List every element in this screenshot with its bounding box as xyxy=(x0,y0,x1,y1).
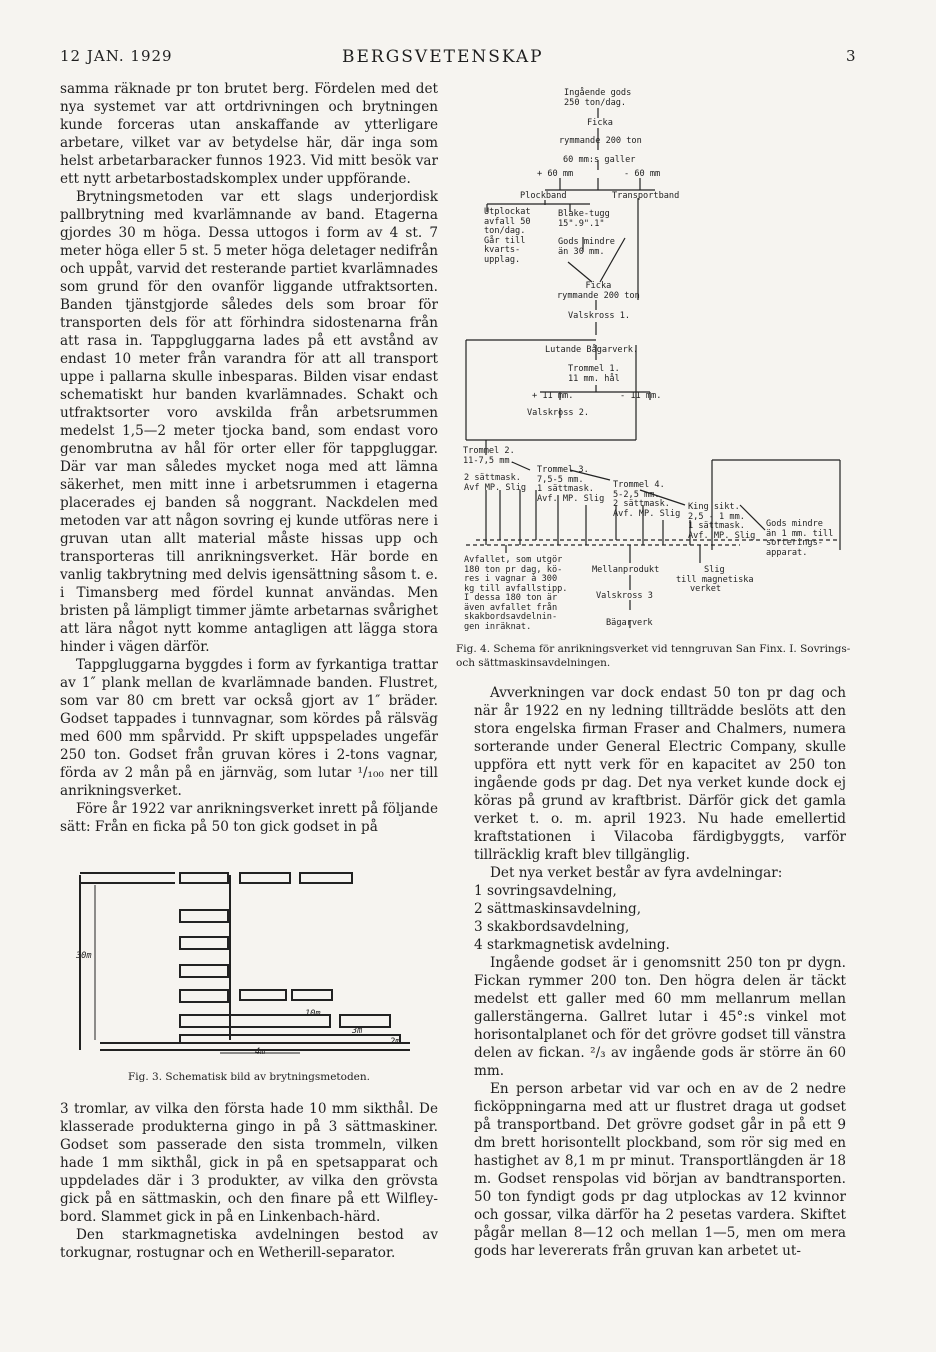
fig3-band xyxy=(240,990,286,1000)
fig4-valskross3: Valskross 3 xyxy=(596,591,653,601)
paragraph: Tappgluggarna byggdes i form av fyrkantiga trattar av 1″ plank mellan de kvarlämnade banden. Flustret, som var 80 cm brett var också gjort av 1″ bräder. Godset tappades i tunnvagnar, som kördes på rälsväg med 600 mm spårvidd. Pr skift uppspelades ungefär 250 ton. Godset från gruvan köres i 2-tons vagnar, förda av 2 mån på en järnväg, som lutar ¹/₁₀₀ ner till anrikningsverket. xyxy=(60,657,438,799)
fig3-band xyxy=(300,873,352,883)
fig4-sattmask2: 2 sättmask. Avf MP. Slig xyxy=(464,473,527,493)
fig4-plus11: + 11 mm. xyxy=(532,391,574,401)
list-item: 2 sättmaskinsavdelning, xyxy=(474,901,642,917)
page-number: 3 xyxy=(846,47,857,65)
fig3-band xyxy=(180,873,228,883)
journal-title: BERGSVETENSKAP xyxy=(342,47,544,67)
fig4-ficka2: Ficka rymmande 200 ton xyxy=(557,281,640,301)
fig4-caption: Fig. 4. Schema för anrikningsverket vid tenngruvan San Finx. I. Sovrings- och sättmaskinsavdelningen. xyxy=(456,643,851,669)
fig4-avfallet: Avfallet, som utgör 180 ton pr dag, kö- res i vagnar à 300 kg till avfallstipp. I dessa 180 ton är även avfallet från skakbordsavdelnin- gen inräknat. xyxy=(464,555,568,632)
paragraph: samma räknade pr ton brutet berg. Fördelen med det nya systemet var att ortdrivningen och brytningen kunde forceras utan anskaffande av ytterligare arbetare, vilket var av betydelse här, där inga som helst arbetarbaracker funnos 1923. Vid mitt besök var ett nytt arbetarbostadskomplex under uppförande. xyxy=(60,81,438,187)
list-item: 1 sovringsavdelning, xyxy=(474,883,617,899)
fig3-label-10m: 10m xyxy=(305,1009,321,1019)
fig4-trommel4: Trommel 4. 5-2,5 mm. 2 sättmask. Avf. MP. Slig xyxy=(613,480,681,519)
fig4-minus11: - 11 mm. xyxy=(620,391,662,401)
fig3-label-30m: 30m xyxy=(76,951,92,961)
paragraph: Den starkmagnetiska avdelningen bestod av torkugnar, rostugnar och en Wetherill-separator. xyxy=(60,1227,438,1261)
fig4-king: King sikt. 2,5 - 1 mm. 1 sättmask. Avf. MP. Slig xyxy=(688,502,756,541)
fig4-ingaende: Ingående gods xyxy=(564,88,632,98)
fig4-slig: Slig till magnetiska verket xyxy=(676,565,754,594)
fig3-band xyxy=(180,1035,400,1043)
paragraph: 3 tromlar, av vilka den första hade 10 mm sikthål. De klasserade produkterna gingo in på 3 sättmaskiner. Godset som passerade den sista trommeln, vilken hade 1 mm sikthål, gick in på en spetsapparat och uppdelades där i 3 produkter, av vilka den grövsta gick på en sättmaskin, och den finare på ett Wilfley-bord. Slammet gick in på en Linkenbach-härd. xyxy=(60,1101,438,1225)
paragraph: Före år 1922 var anrikningsverket inrett på följande sätt: Från en ficka på 50 ton gick godset in på xyxy=(60,801,438,835)
right-column xyxy=(474,684,846,1260)
fig4-blake: Blake-tugg 15".9".1" xyxy=(558,209,610,229)
fig4-bagarverk: Bägarverk xyxy=(606,618,653,628)
fig3-band xyxy=(292,990,332,1000)
fig4-gods-mindre: Gods mindre än 30 mm. xyxy=(558,237,615,257)
fig3-caption: Fig. 3. Schematisk bild av brytningsmetoden. xyxy=(128,1071,370,1083)
fig4-utplockat: Utplockat avfall 50 ton/dag. Går till kvarts- upplag. xyxy=(484,207,531,265)
paragraph: Avverkningen var dock endast 50 ton pr dag och när år 1922 en ny ledning tillträdde beslöts att den stora engelska firman Fraser and Chalmers, numera sorterande under General Electric Company, skulle uppföra ett nytt verk för en kapacitet av 250 ton ingående gods pr dag. Det nya verket kunde dock ej köras på grund av kraftbrist. Därför gick det gamla verket t. o. m. april 1923. Nu hade emellertid kraftstationen i Vilacoba färdigbyggts, varför tillräcklig kraft blev tillgänglig. xyxy=(474,685,846,863)
fig3-band xyxy=(340,1015,390,1027)
fig3-band xyxy=(180,910,228,922)
fig4-ingaende-rate: 250 ton/dag. xyxy=(564,98,627,108)
paragraph: Brytningsmetoden var ett slags underjordisk pallbrytning med kvarlämnande av band. Etagerna gjordes 30 m höga. Dessa uttogos i form av 4 st. 7 meter höga eller 5 st. 5 meter höga deletager nedifrån och uppåt, varvid det resterande partiet kvarlämnades som grund för den ovanför liggande utfraktsorten. Banden tjänstgjorde således dels som broar för transporten dels för att förhindra sidostenarna från att rasa in. Tappgluggarna lades på ett avstånd av endast 10 meter från varandra för att all transport uppe i pallarna skulle inbesparas. Bilden visar endast schematiskt hur banden kvarlämnades. Schakt och utfraktsorter voro avskilda från arbetsrummen medelst 1,5—2 meter tjocka band, som endast voro genombrutna av hål för orter eller för tappgluggar. Där var man således mycket noga med att lämna säkerhet, men mitt inne i arbetsrummen i etagerna placerades ej banden så noggrant. Nackdelen med metoden var att någon sovring ej kunde utföras nere i gruvan utan allt material måste hissas upp och transporteras till anrikningsverket. Här borde en vanlig takbrytning med delvis igensättning såsom t. e. i Timansberg med fördel kunnat användas. Men bristen på lämpligt timmer jämte arbetarnas svårighet att lära något nytt komme antagligen att lägga stora hinder i vägen därför. xyxy=(60,189,438,655)
header-date: 12 JAN. 1929 xyxy=(60,47,173,65)
fig4-transportband: Transportband xyxy=(612,191,680,201)
left-column-bottom xyxy=(60,1100,438,1262)
fig3-label-3m: 3m xyxy=(352,1026,363,1036)
fig4-rymmande: rymmande 200 ton xyxy=(559,136,642,146)
paragraph: Ingående godset är i genomsnitt 250 ton pr dygn. Fickan rymmer 200 ton. Den högra delen är täckt medelst ett galler med 60 mm mellanrum mellan gallerstängerna. Gallret lutar i 45°:s vinkel mot horisontalplanet och för det grövre godset till vänstra delen av fickan. ²/₃ av ingående gods är större än 60 mm. xyxy=(474,955,846,1079)
fig4-minus60: - 60 mm xyxy=(624,169,661,179)
fig3-band xyxy=(180,937,228,949)
left-column-top xyxy=(60,80,438,836)
list-item: 4 starkmagnetisk avdelning. xyxy=(474,937,670,953)
paragraph: En person arbetar vid var och en av de 2 nedre ficköppningarna med att ur flustret draga ut godset på transportband. Det grövre godset går in på ett 9 dm brett horisontellt plockband, som rör sig med en hastighet av 8,1 m pr minut. Transportlängden är 18 m. Godset renspolas vid början av bandtransporten. 50 ton fyndigt gods pr dag utplockas av 12 kvinnor och gossar, vilka därför ha 2 pesetas vardera. Skiftet pågår mellan 8—12 och mellan 1—5, men om mera gods har levererats från gruvan kan arbetet ut- xyxy=(474,1081,846,1259)
department-list xyxy=(474,882,846,954)
fig4-lutande: Lutande Bågarverk. xyxy=(545,345,639,355)
fig4-plus60: + 60 mm xyxy=(537,169,574,179)
list-item: 3 skakbordsavdelning, xyxy=(474,919,630,935)
fig4-plockband: Plockband xyxy=(520,191,567,201)
fig4-valskross2: Valskross 2. xyxy=(527,408,590,418)
fig4-trommel2: Trommel 2. 11-7,5 mm. xyxy=(463,446,515,466)
fig3-band xyxy=(240,873,290,883)
paragraph: Det nya verket består av fyra avdelningar: xyxy=(490,865,783,881)
fig3-band xyxy=(180,965,228,977)
fig4-trommel1: Trommel 1. 11 mm. hål xyxy=(568,364,620,384)
fig4-gods-mindre-1: Gods mindre än 1 mm. till sorterings- apparat. xyxy=(766,519,834,558)
fig3-band xyxy=(180,990,228,1002)
fig4-ficka: Ficka xyxy=(587,118,613,128)
fig4-galler: 60 mm:s galler xyxy=(563,155,636,165)
fig3-label-4m: 4m xyxy=(255,1047,266,1057)
fig4-valskross1: Valskross 1. xyxy=(568,311,631,321)
fig4-mellanprodukt: Mellanprodukt xyxy=(592,565,660,575)
fig4-trommel3: Trommel 3. 7,5-5 mm. 1 sättmask. Avf. MP. Slig xyxy=(537,465,605,504)
fig3-label-2m: 2m xyxy=(390,1037,401,1047)
